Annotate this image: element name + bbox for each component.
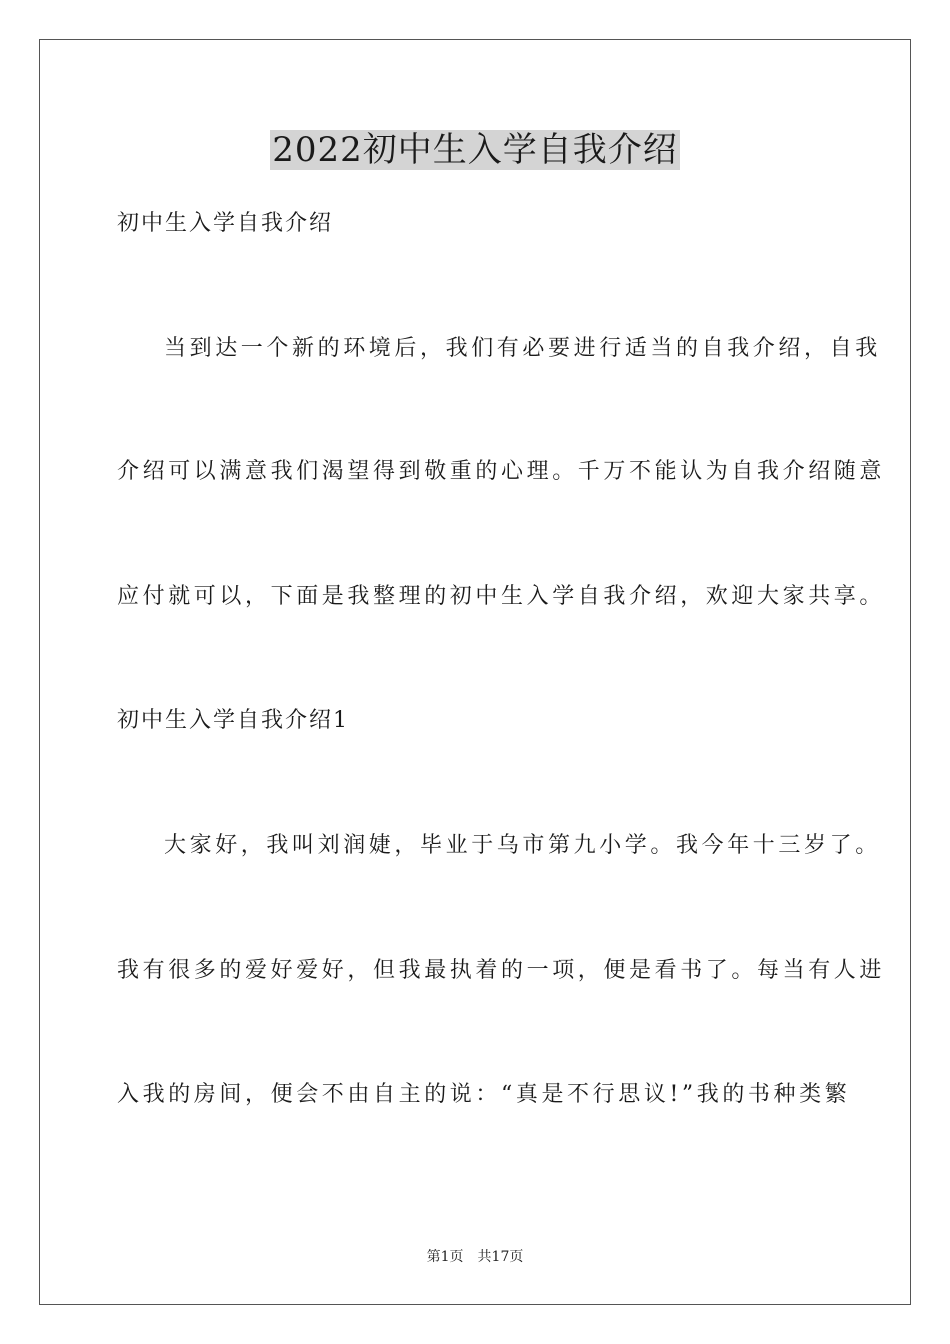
- subheading-line: 初中生入学自我介绍: [117, 211, 334, 236]
- page-number: 第1页: [426, 1249, 464, 1265]
- paragraph-line: 介绍可以满意我们渴望得到敬重的心理。千万不能认为自我介绍随意: [117, 459, 886, 484]
- page-total: 共17页: [477, 1249, 524, 1265]
- paragraph-line: 应付就可以，下面是我整理的初中生入学自我介绍，欢迎大家共享。: [117, 584, 886, 609]
- document-title: [0, 126, 950, 174]
- paragraph-line: 我有很多的爱好爱好，但我最执着的一项，便是看书了。每当有人进: [117, 958, 886, 983]
- paragraph-line: 大家好，我叫刘润婕，毕业于乌市第九小学。我今年十三岁了。: [164, 833, 881, 858]
- document-title-text: 2022初中生入学自我介绍: [272, 130, 678, 170]
- paragraph-line: 当到达一个新的环境后，我们有必要进行适当的自我介绍，自我: [164, 336, 881, 361]
- section-heading-line: 初中生入学自我介绍1: [117, 708, 349, 733]
- page-footer: [0, 1247, 950, 1267]
- paragraph-line: 入我的房间，便会不由自主的说：“真是不行思议!”我的书种类繁: [117, 1082, 851, 1107]
